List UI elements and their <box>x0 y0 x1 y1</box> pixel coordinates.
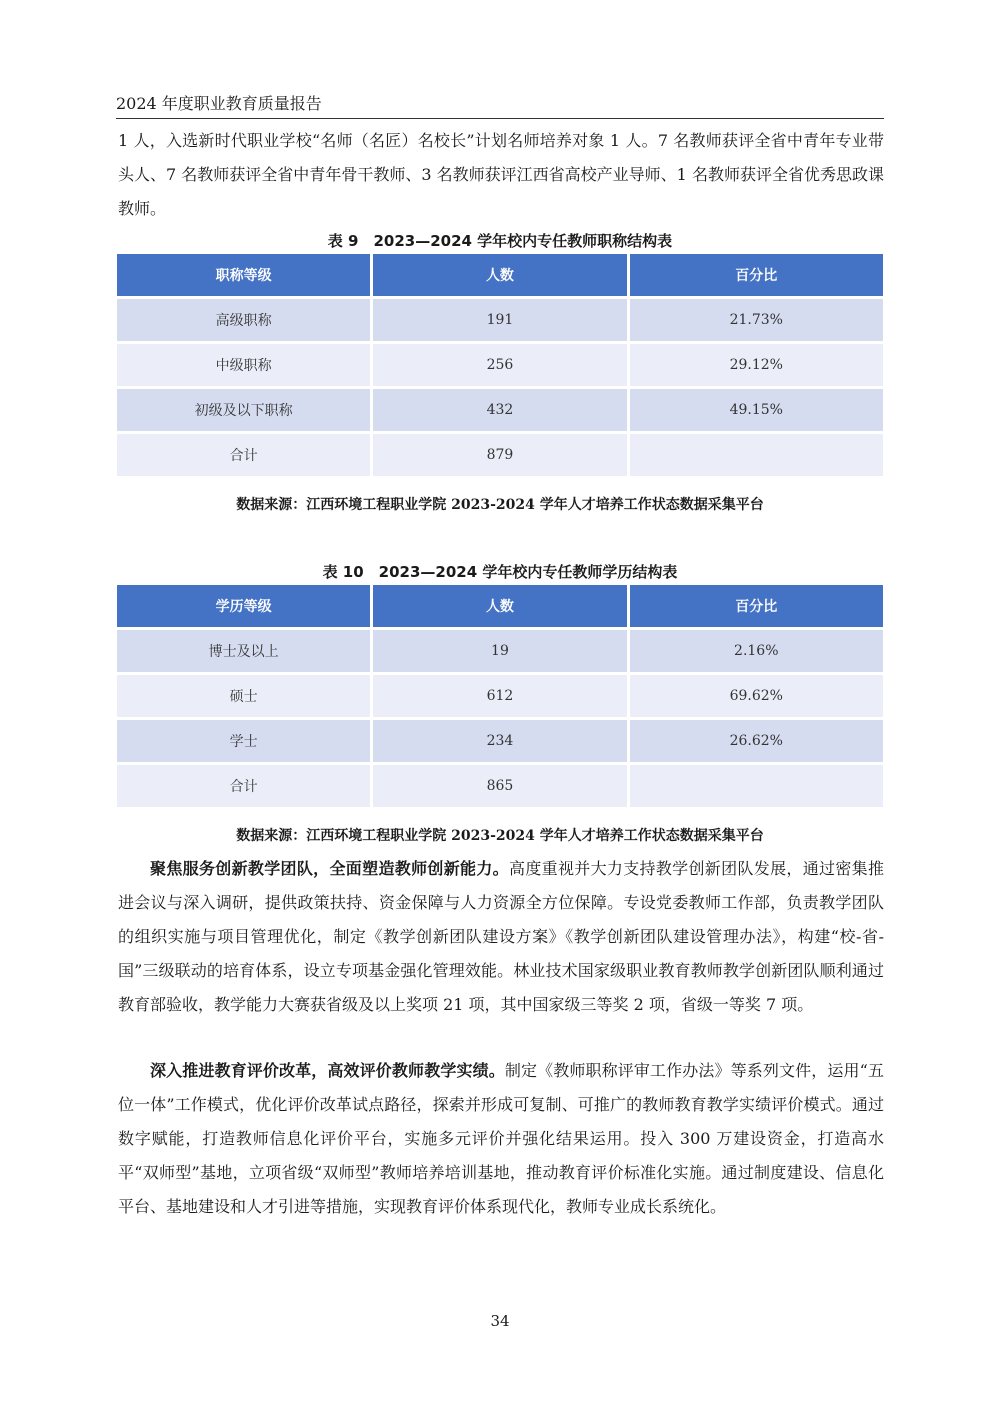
table-cell: 69.62% <box>630 675 883 717</box>
paragraph-lead: 聚焦服务创新教学团队，全面塑造教师创新能力。 <box>150 859 509 878</box>
table-cell <box>630 434 883 476</box>
table10-header-cell: 学历等级 <box>117 585 370 627</box>
table9-caption: 表 9 2023—2024 学年校内专任教师职称结构表 <box>327 232 673 250</box>
table-cell: 21.73% <box>630 299 883 341</box>
paragraph-body: 高度重视并大力支持教学创新团队发展，通过密集推进会议与深入调研，提供政策扶持、资金保障与人力资源全方位保障。专设党委教师工作部，负责教学团队的组织实施与项目管理优化，制定《教学创新团队建设方案》《教学创新团队建设管理办法》，构建“校-省-国”三级联动的培育体系，设立专项基金强化管理效能。林业技术国家级职业教育教师教学创新团队顺利通过教育部验收，教学能力大赛获省级及以上奖项 21 项，其中国家级三等奖 2 项，省级一等奖 7 项。 <box>118 859 884 1014</box>
table9 <box>114 251 886 479</box>
table-cell: 234 <box>373 720 626 762</box>
table-row <box>117 389 883 431</box>
table-cell: 合计 <box>117 434 370 476</box>
table9-header-cell: 职称等级 <box>117 254 370 296</box>
table-cell: 879 <box>373 434 626 476</box>
table-row <box>117 434 883 476</box>
table-cell: 博士及以上 <box>117 630 370 672</box>
table-cell: 中级职称 <box>117 344 370 386</box>
table-cell: 865 <box>373 765 626 807</box>
body-paragraph-teams <box>118 852 884 1022</box>
table9-source: 数据来源：江西环境工程职业学院 2023-2024 学年人才培养工作状态数据采集平台 <box>236 497 764 513</box>
table-cell: 硕士 <box>117 675 370 717</box>
table-cell: 学士 <box>117 720 370 762</box>
table-row <box>117 675 883 717</box>
table-row <box>117 299 883 341</box>
page-header: 2024 年度职业教育质量报告 <box>116 92 884 119</box>
table9-header-cell: 人数 <box>373 254 626 296</box>
table-cell <box>630 765 883 807</box>
paragraph-lead: 深入推进教育评价改革，高效评价教师教学实绩。 <box>150 1061 505 1080</box>
table-row <box>117 344 883 386</box>
table10 <box>114 582 886 810</box>
table-cell: 256 <box>373 344 626 386</box>
table9-header-cell: 百分比 <box>630 254 883 296</box>
table10-header-row <box>117 585 883 627</box>
table-cell: 合计 <box>117 765 370 807</box>
table-cell: 高级职称 <box>117 299 370 341</box>
table-cell: 432 <box>373 389 626 431</box>
table-cell: 612 <box>373 675 626 717</box>
table-row <box>117 765 883 807</box>
table-cell: 29.12% <box>630 344 883 386</box>
table-row <box>117 720 883 762</box>
table-cell: 19 <box>373 630 626 672</box>
table10-header-cell: 百分比 <box>630 585 883 627</box>
table10-source: 数据来源：江西环境工程职业学院 2023-2024 学年人才培养工作状态数据采集平台 <box>236 828 764 844</box>
table9-header-row <box>117 254 883 296</box>
table10-caption: 表 10 2023—2024 学年校内专任教师学历结构表 <box>322 563 678 581</box>
body-paragraph-evaluation <box>118 1054 884 1224</box>
table-cell: 初级及以下职称 <box>117 389 370 431</box>
table-cell: 26.62% <box>630 720 883 762</box>
intro-paragraph: 1 人，入选新时代职业学校“名师（名匠）名校长”计划名师培养对象 1 人。7 名教师获评全省中青年专业带头人、7 名教师获评全省中青年骨干教师、3 名教师获评江西省高校产业导师、1 名教师获评全省优秀思政课教师。 <box>118 131 884 218</box>
table-cell: 191 <box>373 299 626 341</box>
paragraph-body: 制定《教师职称评审工作办法》等系列文件，运用“五位一体”工作模式，优化评价改革试点路径，探索并形成可复制、可推广的教师教育教学实绩评价模式。通过数字赋能，打造教师信息化评价平台，实施多元评价并强化结果运用。投入 300 万建设资金，打造高水平“双师型”基地，立项省级“双师型”教师培养培训基地，推动教育评价标准化实施。通过制度建设、信息化平台、基地建设和人才引进等措施，实现教育评价体系现代化，教师专业成长系统化。 <box>118 1061 884 1216</box>
table-cell: 49.15% <box>630 389 883 431</box>
table-row <box>117 630 883 672</box>
page-number: 34 <box>490 1312 510 1330</box>
table-cell: 2.16% <box>630 630 883 672</box>
table10-header-cell: 人数 <box>373 585 626 627</box>
